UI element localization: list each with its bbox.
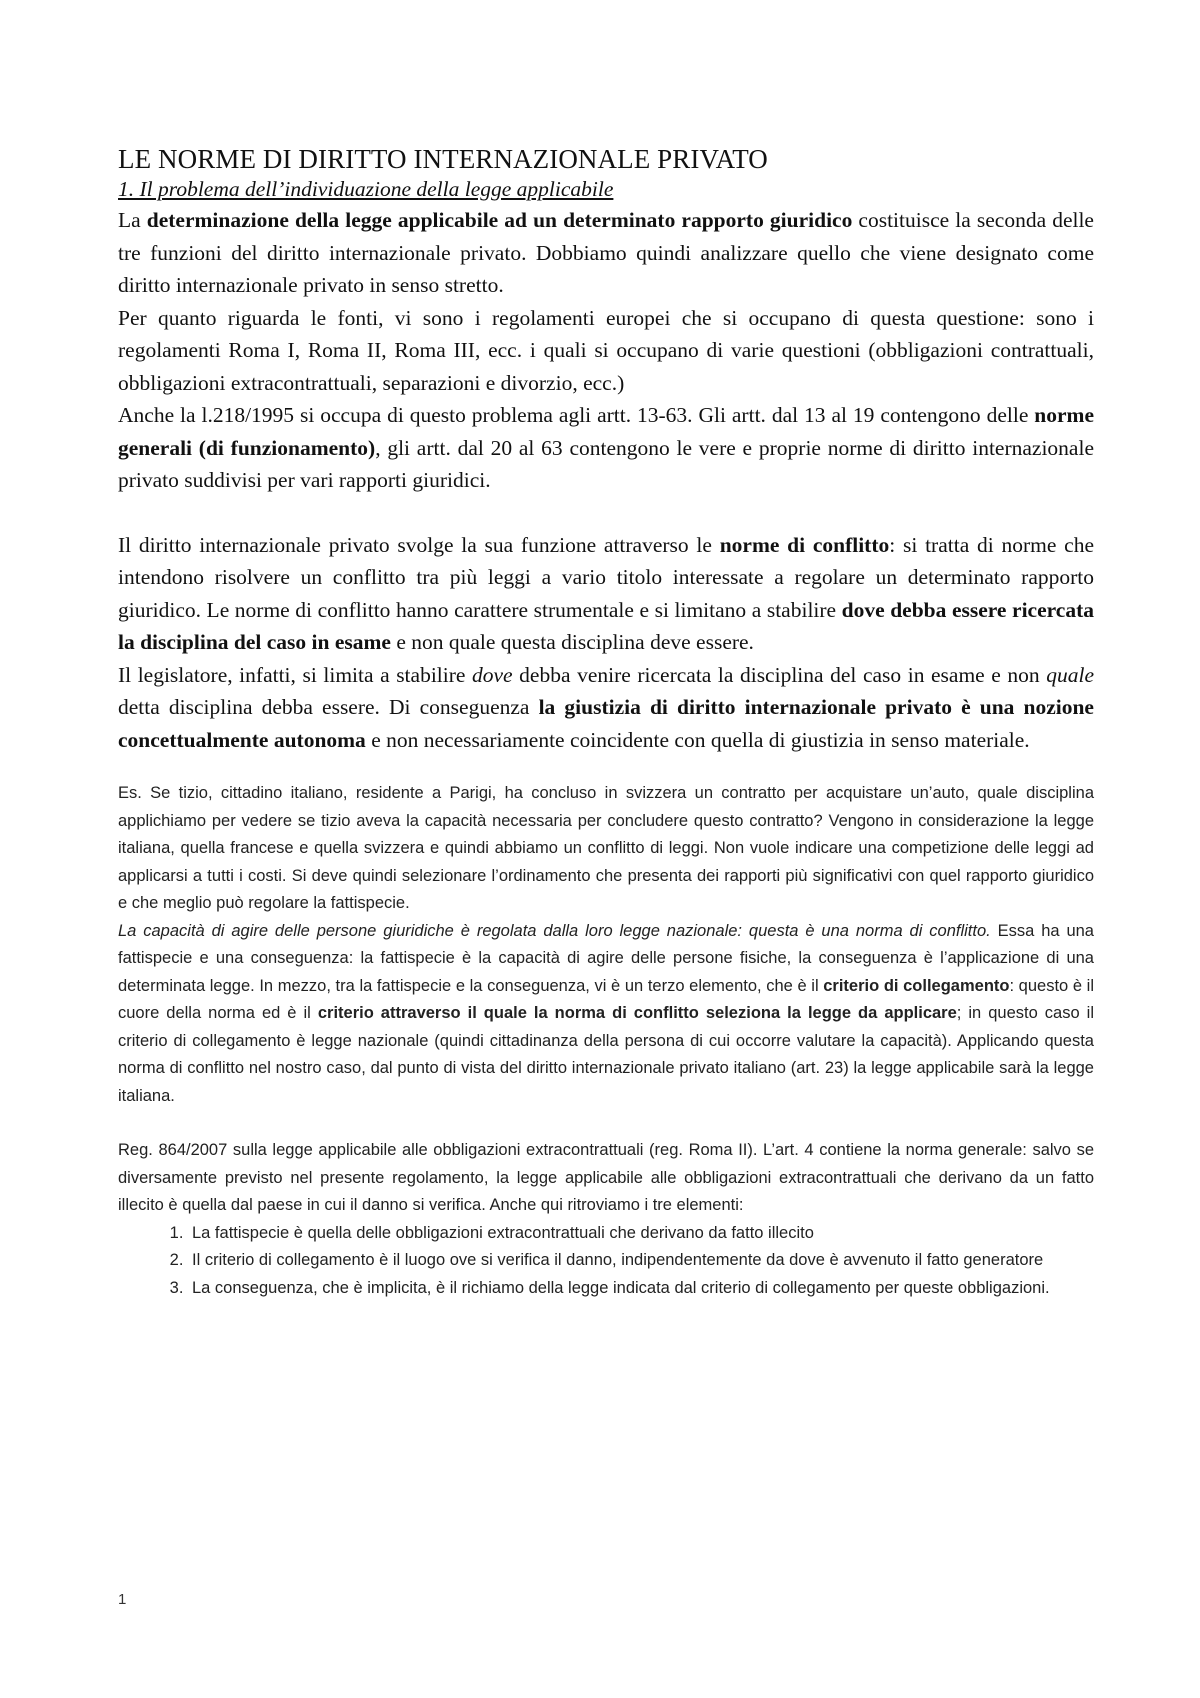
text-span: : si tratta di norme che intendono risolvere un conflitto tra più leggi a vario titolo interessate a regolare un determinato rapporto giuridico. Le norme di conflitto hanno carattere strumentale e si limitano a stabilire	[118, 532, 1094, 622]
text-span: costituisce la seconda delle tre funzioni del diritto internazionale privato. Dobbiamo quindi analizzare quello che viene designato come diritto internazionale privato in senso stretto.	[118, 208, 1094, 297]
italic-span: La capacità di agire delle persone giuridiche è regolata dalla loro legge nazionale: questa è una norma di conflitto.	[118, 921, 991, 940]
text-span: : questo è il cuore della norma ed è il	[118, 976, 1094, 1022]
text-span: ; in questo caso il criterio di collegamento è legge nazionale (quindi cittadinanza della persona di cui occorre valutare la capacità). Applicando questa norma di conflitto nel nostro caso, dal punto di vista del diritto internazionale privato italiano (art. 23) la legge applicabile sarà la legge italiana.	[118, 1004, 1094, 1105]
text-span: e non necessariamente coincidente con quella di giustizia in senso materiale.	[365, 727, 1030, 752]
page-number: 1	[118, 1591, 127, 1608]
text-span: debba venire ricercata la disciplina del caso in esame e non	[512, 662, 1047, 687]
example-paragraph: Es. Se tizio, cittadino italiano, residente a Parigi, ha concluso in svizzera un contratto per acquistare un’auto, quale disciplina applichiamo per vedere se tizio aveva la capacità necessaria per concludere questo contratto? Vengono in considerazione la legge italiana, quella francese e quella svizzera e quindi abbiamo un conflitto di leggi. Non vuole indicare una competizione delle leggi ad applicarsi a tutti i costi. Si deve quindi selezionare l’ordinamento che presenta dei rapporti più significativi con quel rapporto giuridico e che meglio può regolare la fattispecie.	[118, 784, 1094, 912]
bold-span: determinazione della legge applicabile ad un determinato rapporto giuridico	[146, 208, 853, 232]
paragraph-3	[118, 399, 1094, 497]
text-span: Essa ha una fattispecie e una conseguenza: la fattispecie è la capacità di agire delle persone fisiche, la conseguenza è l’applicazione di una determinata legge. In mezzo, tra la fattispecie e la conseguenza, vi è un terzo elemento, che è il	[118, 921, 1094, 995]
text-span: Il legislatore, infatti, si limita a stabilire	[118, 662, 473, 687]
list-item: 3. La conseguenza, che è implicita, è il richiamo della legge indicata dal criterio di collegamento per queste obbligazioni.	[188, 1275, 1094, 1303]
bold-span: norme generali (di funzionamento)	[118, 403, 1094, 460]
text-span: detta disciplina debba essere. Di conseguenza	[118, 695, 539, 719]
paragraph-2: Per quanto riguarda le fonti, vi sono i regolamenti europei che si occupano di questa questione: sono i regolamenti Roma I, Roma II, Roma III, ecc. i quali si occupano di varie questioni (obbligazioni contrattuali, obbligazioni extracontrattuali, separazioni e divorzio, ecc.)	[118, 305, 1094, 395]
bold-span: criterio attraverso il quale la norma di conflitto seleziona la legge da applicare	[317, 1004, 957, 1022]
bold-span: la giustizia di diritto internazionale privato è una nozione concettualmente autonoma	[118, 695, 1094, 752]
elements-list	[118, 1220, 1094, 1303]
text-span: , gli artt. dal 20 al 63 contengono le vere e proprie norme di diritto internazionale privato suddivisi per vari rapporti giuridici.	[118, 435, 1094, 492]
italic-span: quale	[1046, 662, 1094, 687]
text-span: Il diritto internazionale privato svolge la sua funzione attraverso le	[118, 532, 720, 557]
bold-span: norme di conflitto	[719, 532, 890, 557]
notes-block	[118, 780, 1094, 1302]
paragraph-spacer	[118, 497, 1094, 529]
paragraph-7	[118, 918, 1094, 1111]
list-item: 1. La fattispecie è quella delle obbligazioni extracontrattuali che derivano da fatto illecito	[188, 1220, 1094, 1248]
list-item: 2. Il criterio di collegamento è il luogo ove si verifica il danno, indipendentemente da dove è avvenuto il fatto generatore	[188, 1247, 1094, 1275]
paragraph-8: Reg. 864/2007 sulla legge applicabile alle obbligazioni extracontrattuali (reg. Roma II). L’art. 4 contiene la norma generale: salvo se diversamente previsto nel presente regolamento, la legge applicabile alle obbligazioni extracontrattuali che derivano da un fatto illecito è quella dal paese in cui il danno si verifica. Anche qui ritroviamo i tre elementi:	[118, 1141, 1094, 1214]
document-title: LE NORME DI DIRITTO INTERNAZIONALE PRIVATO	[118, 144, 768, 174]
paragraph-5	[118, 659, 1094, 757]
paragraph-1	[118, 204, 1094, 302]
paragraph-spacer	[118, 1110, 1094, 1137]
bold-span: dove debba essere ricercata la disciplina del caso in esame	[118, 597, 1094, 654]
section-heading: 1. Il problema dell’individuazione della legge applicabile	[118, 177, 614, 201]
document-body	[118, 143, 1094, 1302]
bold-span: criterio di collegamento	[823, 976, 1010, 995]
text-span: La	[118, 208, 147, 232]
text-span: Anche la l.218/1995 si occupa di questo problema agli artt. 13-63. Gli artt. dal 13 al 19 contengono delle	[118, 403, 1035, 427]
paragraph-4	[118, 529, 1094, 659]
main-text-block	[118, 204, 1094, 756]
italic-span: dove	[472, 662, 513, 687]
text-span: e non quale questa disciplina deve essere.	[390, 630, 754, 654]
